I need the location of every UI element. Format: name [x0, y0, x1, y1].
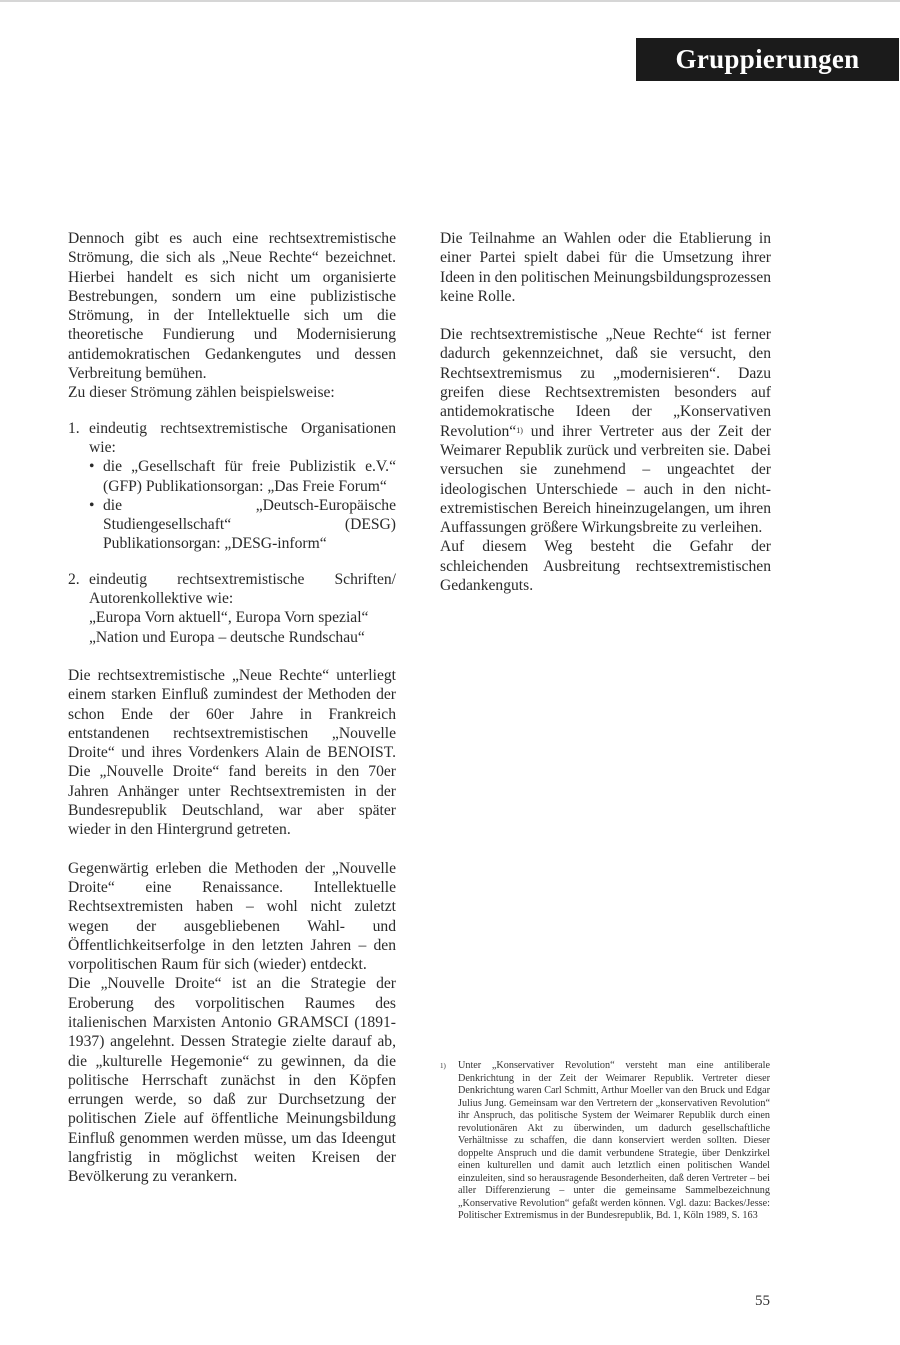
bullet-icon: • [89, 458, 95, 476]
list-item [68, 419, 396, 554]
bullet-item [89, 496, 396, 554]
paragraph-wahlen: Die Teilnahme an Wahlen oder die Etablierung in einer Partei spielt dabei für die Umsetzung ihrer Ideen in den politischen Meinungsbildungsprozessen keine Rolle. [440, 230, 771, 305]
paragraph-modernisierung [440, 325, 771, 537]
list-item-text: eindeutig rechtsextremistische Organisationen wie: [89, 419, 396, 456]
list-item [68, 570, 396, 647]
paragraph-gramsci: Die „Nouvelle Droite“ ist an die Strategie der Eroberung des vorpolitischen Raumes des italienischen Marxisten Antonio GRAMSCI (1891-1937) angelehnt. Dessen Strategie zielte darauf ab, die „kulturelle Hegemonie“ zu gewinnen, da die politische Herrschaft zunächst in den Köpfen errungen werde, so daß zur Durchsetzung der politischen Ziele auf öffentliche Meinungsbildung Einfluß genommen werden müsse, um das Ideengut langfristig in möglichst weiten Kreisen der Bevölkerung zu verankern. [68, 975, 396, 1186]
bullet-item-text: die „Gesellschaft für freie Publizistik e.V.“ (GFP) Publikationsorgan: „Das Freie Forum“ [103, 458, 396, 495]
bullet-list [89, 457, 396, 553]
publication-line: „Europa Vorn aktuell“, Europa Vorn spezial“ [89, 609, 369, 627]
numbered-list [68, 419, 396, 647]
paragraph-renaissance: Gegenwärtig erleben die Methoden der „Nouvelle Droite“ eine Renaissance. Intellektuelle Rechtsextremisten haben – wohl nicht zuletzt wegen der ausgebliebenen Wahl- und Öffentlichkeitserfolge in den letzten Jahren – den vorpolitischen Raum für sich (wieder) entdeckt. [68, 859, 396, 974]
paragraph-text: und ihrer Vertreter aus der Zeit der Weimarer Republik zurück und verbreiten sie. Dabei versuchen sie zunehmend – ungeachtet der ideologischen Unterschiede – auch in den nicht-extremistischen Bereich hineinzugelangen, um ihren Auffassungen größere Wirkungsbreite zu verleihen. [440, 422, 771, 537]
top-rule [0, 0, 900, 2]
intro-paragraph: Dennoch gibt es auch eine rechtsextremistische Strömung, die sich als „Neue Rechte“ bezeichnet. Hierbei handelt es sich nicht um organisierte Bestrebungen, sondern um eine publizistische Strömung, in der Intellektuelle sich um die theoretische Fundierung und Modernisierung antidemokratischen Gedankengutes und dessen Verbreitung bemühen. [68, 230, 396, 383]
right-column [440, 229, 771, 595]
paragraph-nouvelle-droite: Die rechtsextremistische „Neue Rechte“ unterliegt einem starken Einfluß zumindest der Methoden der schon Ende der 60er Jahre in Frankreich entstandenen rechtsextremistischen „Nouvelle Droite“ und ihres Vordenkers Alain de BENOIST. Die „Nouvelle Droite“ fand bereits in den 70er Jahren Anhänger unter Rechtsextremisten in der Bundesrepublik Deutschland, war aber später wieder in den Hintergrund getreten. [68, 666, 396, 839]
footnote-reference[interactable]: 1) [516, 425, 523, 435]
section-title: Gruppierungen [636, 38, 899, 81]
paragraph-text: Die rechtsextremistische „Neue Rechte“ ist ferner dadurch gekennzeichnet, daß sie versucht, den Rechtsextremismus zu „modernisieren“. Dazu greifen diese Rechtsextremisten besonders auf antidemokratische Ideen der „Konservativen Revolution“ [440, 326, 771, 440]
footnote-text: Unter „Konservativer Revolution“ versteht man eine antiliberale Denkrichtung in der Zeit der Weimarer Republik. Vertreter dieser Denkrichtung waren Carl Schmitt, Arthur Moeller van den Bruck und Edgar Julius Jung. Gemeinsam war den Vertretern der „konservativen Revolution“ ihr Anspruch, das politische System der Weimarer Republik durch einen revolutionären Akt zu überwinden, um dadurch gesellschaftliche Verhältnisse zu schaffen, die dann konserviert werden sollten. Dieser doppelte Anspruch und die damit verbundene Strategie, über Denkzirkel einen kulturellen und damit auch letztlich einen politischen Wandel einzuleiten, sind so herausragende Besonderheiten, daß deren Vertreter – bei aller Differenzierung – unter die gemeinsame Sammelbezeichnung „Konservative Revolution“ gefaßt werden können. Vgl. dazu: Backes/Jesse: Politischer Extremismus in der Bundesrepublik, Bd. 1, Köln 1989, S. 163 [458, 1060, 770, 1221]
bullet-item-text: die „Deutsch-Europäische Studiengesellschaft“ (DESG) Publikationsorgan: „DESG-inform“ [103, 496, 396, 553]
list-number: 1. [68, 419, 80, 437]
list-item-text: eindeutig rechtsextremistische Schriften/ Autorenkollektive wie: [89, 570, 396, 608]
page-number: 55 [755, 1293, 770, 1309]
footnote-marker: 1) [440, 1062, 446, 1070]
bullet-icon: • [89, 496, 95, 514]
publication-line: „Nation und Europa – deutsche Rundschau“ [89, 628, 365, 646]
left-column [68, 229, 396, 1187]
list-intro: Zu dieser Strömung zählen beispielsweise: [68, 384, 335, 402]
list-number: 2. [68, 570, 80, 588]
bullet-item [89, 457, 396, 496]
paragraph-gefahr: Auf diesem Weg besteht die Gefahr der schleichenden Ausbreitung rechtsextremistischen Gedankenguts. [440, 538, 771, 595]
footnote [440, 1060, 770, 1223]
